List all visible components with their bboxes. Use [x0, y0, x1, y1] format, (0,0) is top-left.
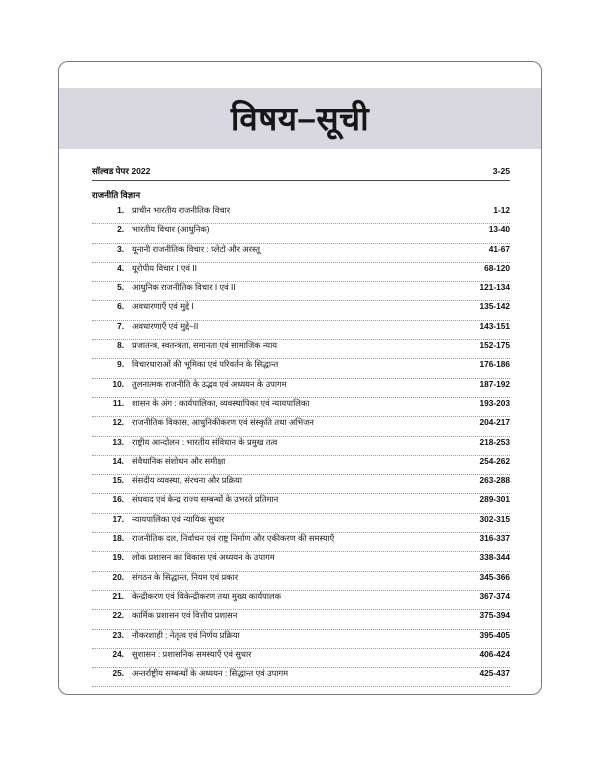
toc-entry[interactable] — [92, 494, 510, 513]
toc-entry-pages: 218-253 — [479, 436, 510, 447]
toc-entry-number: 10. — [112, 378, 124, 389]
toc-entry-pages: 375-394 — [479, 610, 510, 621]
toc-entry-pages: 263-288 — [479, 475, 510, 486]
toc-entry-title: कार्मिक प्रशासन एवं वित्तीय प्रशासन — [132, 610, 238, 621]
toc-entry-pages: 1-12 — [493, 205, 510, 215]
toc-entry[interactable] — [92, 552, 510, 571]
toc-entry-pages: 176-186 — [479, 359, 510, 370]
toc-entry-number: 9. — [117, 359, 124, 370]
toc-entry-title: भारतीय विचार (आधुनिक) — [132, 224, 210, 235]
toc-entry[interactable] — [92, 321, 510, 340]
toc-entry-number: 13. — [112, 436, 124, 447]
toc-entry-number: 15. — [112, 475, 124, 486]
toc-entry-number: 16. — [112, 494, 124, 505]
toc-entry-title: प्रजातन्त्र, स्वतन्त्रता, समानता एवं सामाजिक न्याय — [132, 340, 278, 351]
toc-entry-pages: 121-134 — [479, 282, 510, 293]
toc-entry-title: राजनीतिक दल, निर्वाचन एवं राष्ट्र निर्माण और एकीकरण की समस्याएँ — [132, 533, 335, 544]
toc-entry-title: लोक प्रशासन का विकास एवं अध्ययन के उपागम — [132, 552, 275, 563]
toc-entry[interactable] — [92, 263, 510, 282]
toc-entry-title: प्राचीन भारतीय राजनीतिक विचार — [132, 205, 231, 215]
toc-content — [59, 165, 541, 687]
toc-entry[interactable] — [92, 475, 510, 494]
toc-entry[interactable] — [92, 610, 510, 629]
toc-entry-number: 8. — [117, 340, 124, 351]
toc-entry-number: 19. — [112, 552, 124, 563]
toc-entry-title: यूनानी राजनीतिक विचार : प्लेटो और अरस्तू — [132, 243, 260, 254]
toc-entry[interactable] — [92, 205, 510, 224]
toc-entry-title: संसदीय व्यवस्था, संरचना और प्रक्रिया — [132, 475, 242, 486]
title-banner — [59, 88, 541, 149]
toc-entry-pages: 187-192 — [479, 378, 510, 389]
toc-entry[interactable] — [92, 591, 510, 610]
toc-entry-pages: 406-424 — [479, 648, 510, 659]
toc-entry-number: 22. — [112, 610, 124, 621]
toc-entry-pages: 13-40 — [488, 224, 510, 235]
toc-entry[interactable] — [92, 533, 510, 552]
toc-entry-number: 24. — [112, 648, 124, 659]
toc-entry-number: 23. — [112, 629, 124, 640]
toc-entry-title: केन्द्रीकरण एवं विकेन्द्रीकरण तथा मुख्य कार्यपालक — [132, 590, 281, 601]
toc-entry-title: आधुनिक राजनीतिक विचार I एवं II — [132, 282, 236, 293]
toc-entry[interactable] — [92, 630, 510, 649]
solved-paper-label: सॉल्वड पेपर 2022 — [92, 166, 151, 176]
toc-entry-number: 5. — [117, 282, 124, 293]
toc-entry-number: 11. — [112, 397, 124, 408]
toc-entry-title: विचारधाराओं की भूमिका एवं परिवर्तन के सिद्धान्त — [132, 359, 279, 370]
toc-entry-title: शासन के अंग : कार्यपालिका, व्यवस्थापिका एवं न्यायपालिका — [132, 397, 310, 408]
toc-entry[interactable] — [92, 379, 510, 398]
toc-entry-pages: 135-142 — [479, 301, 510, 312]
toc-entry[interactable] — [92, 244, 510, 263]
toc-entry-number: 25. — [112, 668, 124, 679]
toc-entry[interactable] — [92, 417, 510, 436]
toc-entry-number: 1. — [117, 205, 124, 215]
toc-list — [92, 205, 510, 687]
toc-entry[interactable] — [92, 340, 510, 359]
toc-entry-number: 12. — [112, 417, 124, 428]
toc-entry-title: अन्तर्राष्ट्रीय सम्बन्धों के अध्ययन : सिद्धान्त एवं उपागम — [132, 668, 289, 679]
toc-entry-number: 3. — [117, 243, 124, 254]
toc-entry-title: संघवाद एवं केन्द्र राज्य सम्बन्धों के उभरते प्रतिमान — [132, 494, 279, 505]
toc-entry-pages: 395-405 — [479, 629, 510, 640]
toc-entry-pages: 193-203 — [479, 397, 510, 408]
toc-entry-pages: 338-344 — [479, 552, 510, 563]
toc-entry-title: अवधारणाएँ एवं मुद्दे–II — [132, 320, 199, 331]
toc-entry-number: 2. — [117, 224, 124, 235]
toc-entry-pages: 143-151 — [479, 320, 510, 331]
toc-entry-title: सुशासन : प्रशासनिक समस्याएँ एवं सुधार — [132, 648, 252, 659]
toc-entry-pages: 367-374 — [479, 590, 510, 601]
toc-entry-title: तुलनात्मक राजनीति के उद्भव एवं अध्ययन के उपागम — [132, 378, 287, 389]
toc-entry-pages: 425-437 — [479, 668, 510, 679]
toc-entry-pages: 345-366 — [479, 571, 510, 582]
toc-entry-number: 6. — [117, 301, 124, 312]
toc-entry-number: 20. — [112, 571, 124, 582]
toc-entry[interactable] — [92, 359, 510, 378]
toc-entry-title: राष्ट्रीय आन्दोलन : भारतीय संविधान के प्रमुख तत्व — [132, 436, 278, 447]
toc-entry-title: यूरोपीय विचार I एवं II — [132, 262, 197, 273]
toc-entry-number: 18. — [112, 533, 124, 544]
toc-entry-number: 4. — [117, 262, 124, 273]
toc-entry[interactable] — [92, 456, 510, 475]
solved-paper-row[interactable] — [92, 165, 510, 181]
toc-entry-pages: 204-217 — [479, 417, 510, 428]
toc-entry[interactable] — [92, 572, 510, 591]
toc-entry[interactable] — [92, 649, 510, 668]
toc-entry-pages: 302-315 — [479, 513, 510, 524]
toc-entry-pages: 41-67 — [488, 243, 510, 254]
page-title: विषय–सूची — [230, 100, 370, 137]
toc-entry-pages: 152-175 — [479, 340, 510, 351]
toc-entry-title: अवधारणाएँ एवं मुद्दे I — [132, 301, 194, 312]
toc-entry[interactable] — [92, 398, 510, 417]
toc-entry-pages: 289-301 — [479, 494, 510, 505]
toc-entry-title: न्यायपालिका एवं न्यायिक सुधार — [132, 513, 225, 524]
toc-entry-number: 17. — [112, 513, 124, 524]
toc-entry-number: 14. — [112, 455, 124, 466]
toc-entry[interactable] — [92, 514, 510, 533]
toc-entry-title: राजनीतिक विकास, आधुनिकीकरण एवं संस्कृति तथा अभिजन — [132, 417, 314, 428]
solved-paper-pages: 3-25 — [492, 166, 510, 176]
toc-entry-number: 21. — [112, 590, 124, 601]
toc-entry-title: संवैधानिक संशोधन और समीक्षा — [132, 455, 226, 466]
toc-entry-title: संगठन के सिद्धान्त, नियम एवं प्रकार — [132, 571, 239, 582]
toc-entry[interactable] — [92, 668, 510, 687]
toc-entry[interactable] — [92, 437, 510, 456]
toc-entry-title: नौकरशाही : नेतृत्व एवं निर्णय प्रक्रिया — [132, 629, 240, 640]
toc-entry-pages: 254-262 — [479, 455, 510, 466]
toc-page-frame — [58, 61, 542, 695]
toc-entry[interactable] — [92, 224, 510, 243]
section-heading: राजनीति विज्ञान — [92, 190, 141, 200]
toc-entry-pages: 316-337 — [479, 533, 510, 544]
toc-entry-pages: 68-120 — [484, 262, 510, 273]
toc-entry[interactable] — [92, 282, 510, 301]
toc-entry-number: 7. — [117, 320, 124, 331]
toc-entry[interactable] — [92, 301, 510, 320]
